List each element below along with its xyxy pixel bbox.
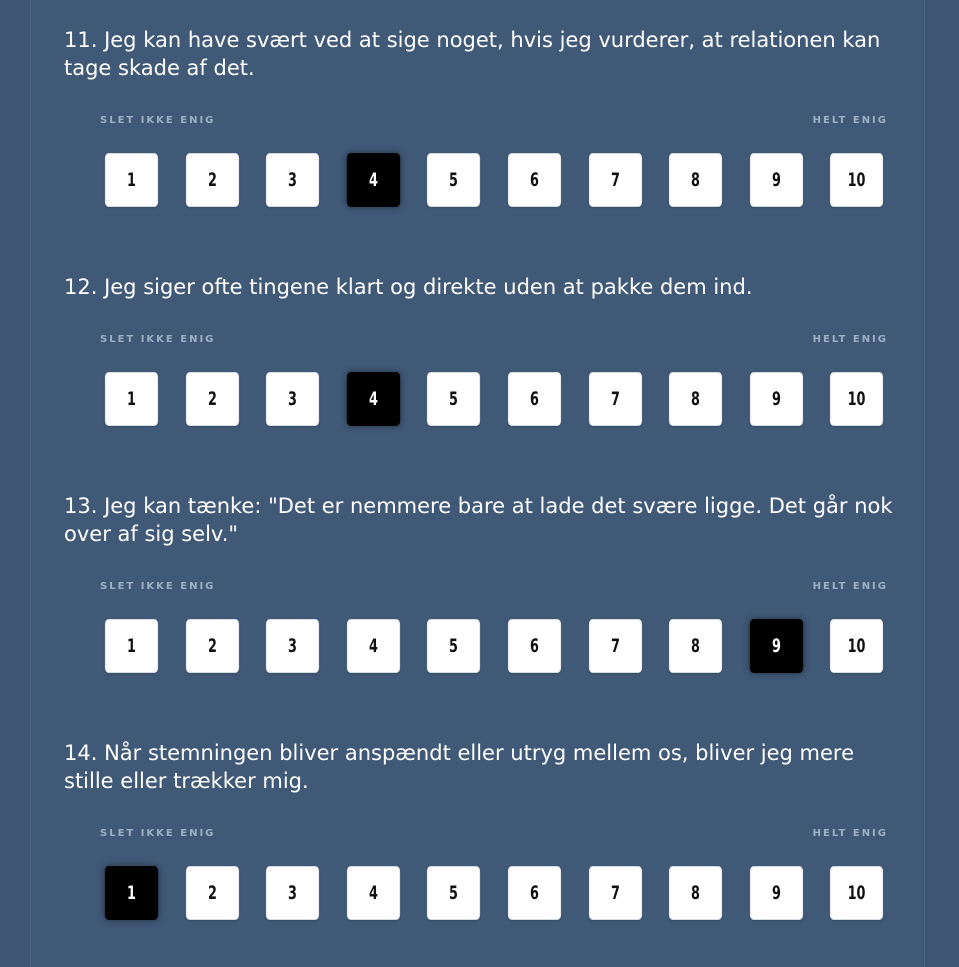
rating-option-2[interactable] (185, 153, 238, 207)
rating-option-3[interactable] (266, 153, 319, 207)
question-text: 11. Jeg kan have svært ved at sige noget, hvis jeg vurderer, at relationen kan tage skade af det. (64, 28, 881, 80)
rating-option-label: 6 (530, 388, 539, 410)
rating-option-label: 4 (368, 882, 378, 904)
rating-option-label: 2 (207, 169, 217, 191)
rating-option-7[interactable] (588, 866, 641, 920)
scale-label-left: SLET IKKE ENIG (100, 334, 216, 345)
rating-option-label: 1 (127, 882, 136, 904)
rating-option-label: 10 (847, 882, 866, 904)
rating-option-6[interactable] (508, 619, 561, 673)
rating-option-label: 8 (691, 635, 701, 657)
rating-option-label: 2 (207, 635, 217, 657)
rating-option-label: 8 (691, 169, 701, 191)
rating-option-10[interactable] (830, 866, 883, 920)
rating-option-label: 5 (449, 635, 459, 657)
rating-option-9[interactable] (750, 866, 803, 920)
rating-options (96, 866, 896, 922)
rating-option-label: 1 (127, 388, 136, 410)
rating-option-5[interactable] (427, 866, 480, 920)
rating-option-label: 1 (127, 169, 136, 191)
rating-option-5[interactable] (427, 619, 480, 673)
rating-options (96, 153, 896, 209)
rating-option-label: 4 (368, 635, 378, 657)
scale-label-right: HELT ENIG (812, 334, 888, 345)
rating-option-label: 6 (530, 169, 539, 191)
rating-option-label: 1 (127, 635, 136, 657)
rating-option-label: 10 (847, 169, 866, 191)
rating-option-label: 7 (610, 388, 620, 410)
rating-option-6[interactable] (508, 866, 561, 920)
rating-option-3[interactable] (266, 372, 319, 426)
rating-option-4[interactable] (347, 866, 400, 920)
question-text: 12. Jeg siger ofte tingene klart og direkte uden at pakke dem ind. (64, 275, 753, 299)
rating-option-8[interactable] (669, 866, 722, 920)
rating-option-label: 8 (691, 882, 701, 904)
rating-option-4[interactable] (347, 372, 400, 426)
rating-option-label: 5 (449, 388, 459, 410)
rating-option-9[interactable] (750, 372, 803, 426)
rating-option-label: 3 (288, 169, 298, 191)
scale-label-right: HELT ENIG (812, 581, 888, 592)
rating-option-10[interactable] (830, 372, 883, 426)
rating-option-2[interactable] (185, 866, 238, 920)
rating-option-1[interactable] (105, 372, 158, 426)
scale-labels (100, 580, 888, 594)
scale-label-left: SLET IKKE ENIG (100, 115, 216, 126)
rating-option-8[interactable] (669, 153, 722, 207)
rating-option-label: 2 (207, 388, 217, 410)
scale-label-right: HELT ENIG (812, 115, 888, 126)
rating-option-7[interactable] (588, 153, 641, 207)
rating-option-label: 7 (610, 635, 620, 657)
scale-labels (100, 827, 888, 841)
rating-option-9[interactable] (750, 153, 803, 207)
rating-option-6[interactable] (508, 153, 561, 207)
rating-options (96, 619, 896, 675)
rating-option-label: 9 (771, 169, 781, 191)
rating-option-label: 10 (847, 388, 866, 410)
rating-option-label: 3 (288, 882, 298, 904)
rating-option-label: 3 (288, 635, 298, 657)
rating-options (96, 372, 896, 428)
rating-option-1[interactable] (105, 619, 158, 673)
rating-option-8[interactable] (669, 619, 722, 673)
rating-option-2[interactable] (185, 619, 238, 673)
rating-option-4[interactable] (347, 153, 400, 207)
survey-panel (30, 0, 925, 967)
rating-option-2[interactable] (185, 372, 238, 426)
rating-option-10[interactable] (830, 619, 883, 673)
rating-option-label: 4 (368, 388, 378, 410)
rating-option-label: 10 (847, 635, 866, 657)
rating-option-9[interactable] (750, 619, 803, 673)
rating-option-5[interactable] (427, 153, 480, 207)
rating-option-label: 9 (771, 635, 781, 657)
rating-option-label: 5 (449, 169, 459, 191)
rating-option-3[interactable] (266, 619, 319, 673)
scale-labels (100, 333, 888, 347)
rating-option-label: 3 (288, 388, 298, 410)
rating-option-3[interactable] (266, 866, 319, 920)
rating-option-label: 7 (610, 882, 620, 904)
rating-option-label: 6 (530, 882, 539, 904)
question-text: 14. Når stemningen bliver anspændt eller utryg mellem os, bliver jeg mere stille eller trækker mig. (64, 741, 855, 793)
rating-option-label: 4 (368, 169, 378, 191)
rating-option-7[interactable] (588, 619, 641, 673)
rating-option-label: 6 (530, 635, 539, 657)
rating-option-label: 8 (691, 388, 701, 410)
rating-option-label: 7 (610, 169, 620, 191)
rating-option-1[interactable] (105, 866, 158, 920)
rating-option-5[interactable] (427, 372, 480, 426)
question-text: 13. Jeg kan tænke: "Det er nemmere bare at lade det svære ligge. Det går nok over af sig selv." (64, 494, 893, 546)
scale-label-left: SLET IKKE ENIG (100, 581, 216, 592)
rating-option-8[interactable] (669, 372, 722, 426)
rating-option-label: 5 (449, 882, 459, 904)
rating-option-1[interactable] (105, 153, 158, 207)
scale-labels (100, 114, 888, 128)
rating-option-label: 2 (207, 882, 217, 904)
scale-label-right: HELT ENIG (812, 828, 888, 839)
rating-option-6[interactable] (508, 372, 561, 426)
rating-option-7[interactable] (588, 372, 641, 426)
rating-option-10[interactable] (830, 153, 883, 207)
rating-option-4[interactable] (347, 619, 400, 673)
rating-option-label: 9 (771, 388, 781, 410)
scale-label-left: SLET IKKE ENIG (100, 828, 216, 839)
rating-option-label: 9 (771, 882, 781, 904)
